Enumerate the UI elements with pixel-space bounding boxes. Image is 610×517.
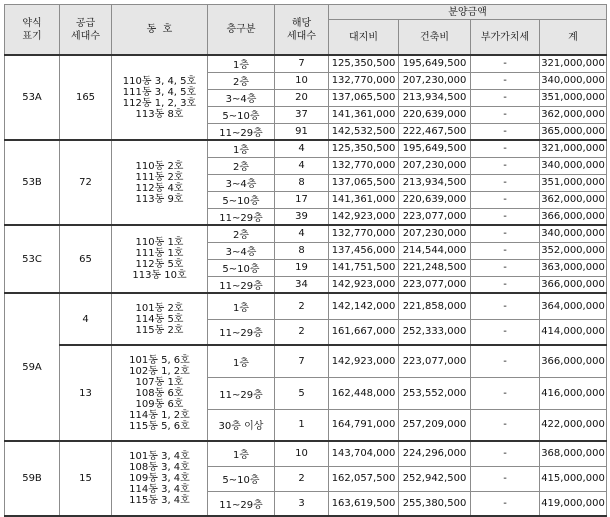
applicable-units-cell: 8 <box>275 174 329 191</box>
unit-line: 112동 1, 2, 3호 <box>122 97 197 109</box>
applicable-units-cell: 2 <box>275 466 329 491</box>
applicable-units-cell: 39 <box>275 208 329 225</box>
header-building-cost: 건축비 <box>399 20 471 56</box>
floor-group-cell: 3~4층 <box>208 242 275 259</box>
land-cost-cell: 132,770,000 <box>329 157 399 174</box>
building-cost-cell: 223,077,000 <box>399 276 471 293</box>
type-abbr-cell: 59B <box>5 441 60 516</box>
floor-group-cell: 11~29층 <box>208 123 275 140</box>
vat-cell: - <box>471 345 540 377</box>
total-cell: 366,000,000 <box>540 276 607 293</box>
unit-line: 110동 1호 <box>135 237 184 248</box>
floor-group-cell: 1층 <box>208 55 275 72</box>
applicable-units-cell: 2 <box>275 319 329 345</box>
vat-cell: - <box>471 319 540 345</box>
building-cost-cell: 220,639,000 <box>399 106 471 123</box>
table-body <box>5 55 607 516</box>
floor-group-cell: 1층 <box>208 293 275 319</box>
header-vat: 부가가치세 <box>471 20 540 56</box>
applicable-units-cell: 10 <box>275 72 329 89</box>
dong-ho-cell <box>112 293 208 345</box>
floor-group-cell: 11~29층 <box>208 319 275 345</box>
unit-line: 107동 1호 <box>135 376 184 388</box>
unit-line: 109동 3, 4호 <box>129 473 190 484</box>
vat-cell: - <box>471 409 540 441</box>
applicable-units-cell: 5 <box>275 377 329 409</box>
unit-line: 115동 3, 4호 <box>129 495 190 506</box>
type-abbr-cell: 53B <box>5 140 60 225</box>
table-header <box>5 5 607 56</box>
building-cost-cell: 207,230,000 <box>399 225 471 242</box>
total-cell: 362,000,000 <box>540 106 607 123</box>
dong-ho-cell <box>112 55 208 140</box>
unit-line: 101동 5, 6호 <box>129 354 190 366</box>
applicable-units-cell: 19 <box>275 259 329 276</box>
floor-group-cell: 1층 <box>208 441 275 466</box>
unit-line: 101동 3, 4호 <box>129 451 190 462</box>
total-cell: 340,000,000 <box>540 72 607 89</box>
unit-line: 114동 1, 2호 <box>129 409 190 421</box>
unit-line: 114동 5호 <box>135 313 184 325</box>
total-cell: 366,000,000 <box>540 345 607 377</box>
total-cell: 351,000,000 <box>540 89 607 106</box>
supply-units-cell: 72 <box>60 140 112 225</box>
dong-ho-cell <box>112 441 208 516</box>
building-cost-cell: 224,296,000 <box>399 441 471 466</box>
land-cost-cell: 143,704,000 <box>329 441 399 466</box>
applicable-units-cell: 4 <box>275 225 329 242</box>
unit-line: 114동 3, 4호 <box>129 484 190 495</box>
dong-ho-cell <box>112 140 208 225</box>
unit-line: 111동 3, 4, 5호 <box>122 86 197 98</box>
applicable-units-cell: 8 <box>275 242 329 259</box>
vat-cell: - <box>471 225 540 242</box>
unit-line: 115동 5, 6호 <box>129 420 190 432</box>
vat-cell: - <box>471 242 540 259</box>
land-cost-cell: 142,532,500 <box>329 123 399 140</box>
vat-cell: - <box>471 377 540 409</box>
total-cell: 419,000,000 <box>540 491 607 516</box>
vat-cell: - <box>471 55 540 72</box>
applicable-units-cell: 7 <box>275 55 329 72</box>
type-abbr-cell: 53C <box>5 225 60 293</box>
land-cost-cell: 132,770,000 <box>329 72 399 89</box>
applicable-units-cell: 34 <box>275 276 329 293</box>
sale-price-table <box>4 4 607 517</box>
price-table-container <box>4 4 606 517</box>
building-cost-cell: 252,942,500 <box>399 466 471 491</box>
header-applicable-units: 해당 세대수 <box>275 5 329 56</box>
unit-line: 110동 3, 4, 5호 <box>122 75 197 87</box>
total-cell: 340,000,000 <box>540 225 607 242</box>
unit-line: 110동 2호 <box>135 160 184 172</box>
building-cost-cell: 223,077,000 <box>399 208 471 225</box>
supply-units-cell: 15 <box>60 441 112 516</box>
building-cost-cell: 252,333,000 <box>399 319 471 345</box>
unit-line: 112동 5호 <box>135 259 184 270</box>
land-cost-cell: 142,923,000 <box>329 208 399 225</box>
land-cost-cell: 164,791,000 <box>329 409 399 441</box>
land-cost-cell: 125,350,500 <box>329 140 399 157</box>
total-cell: 362,000,000 <box>540 191 607 208</box>
header-dong-ho: 동 호 <box>112 5 208 56</box>
vat-cell: - <box>471 491 540 516</box>
header-type-abbr: 약식 표기 <box>5 5 60 56</box>
header-sale-amount: 분양금액 <box>329 5 607 20</box>
applicable-units-cell: 37 <box>275 106 329 123</box>
total-cell: 422,000,000 <box>540 409 607 441</box>
header-land-cost: 대지비 <box>329 20 399 56</box>
floor-group-cell: 2층 <box>208 72 275 89</box>
unit-line: 115동 2호 <box>135 324 184 336</box>
type-abbr-cell: 59A <box>5 293 60 441</box>
unit-line: 112동 4호 <box>135 182 184 194</box>
total-cell: 321,000,000 <box>540 55 607 72</box>
supply-units-cell: 65 <box>60 225 112 293</box>
unit-line: 113동 8호 <box>135 108 184 120</box>
land-cost-cell: 163,619,500 <box>329 491 399 516</box>
applicable-units-cell: 1 <box>275 409 329 441</box>
applicable-units-cell: 4 <box>275 157 329 174</box>
type-abbr-cell: 53A <box>5 55 60 140</box>
vat-cell: - <box>471 123 540 140</box>
total-cell: 340,000,000 <box>540 157 607 174</box>
header-floor-group: 층구분 <box>208 5 275 56</box>
building-cost-cell: 222,467,500 <box>399 123 471 140</box>
vat-cell: - <box>471 441 540 466</box>
floor-group-cell: 11~29층 <box>208 276 275 293</box>
supply-units-cell: 13 <box>60 345 112 441</box>
building-cost-cell: 223,077,000 <box>399 345 471 377</box>
vat-cell: - <box>471 276 540 293</box>
unit-line: 111동 2호 <box>135 171 184 183</box>
land-cost-cell: 141,361,000 <box>329 191 399 208</box>
unit-line: 101동 2호 <box>135 302 184 314</box>
land-cost-cell: 132,770,000 <box>329 225 399 242</box>
land-cost-cell: 137,456,000 <box>329 242 399 259</box>
applicable-units-cell: 4 <box>275 140 329 157</box>
building-cost-cell: 221,858,000 <box>399 293 471 319</box>
vat-cell: - <box>471 208 540 225</box>
vat-cell: - <box>471 191 540 208</box>
table-row <box>5 55 607 72</box>
table-row <box>5 293 607 319</box>
land-cost-cell: 141,751,500 <box>329 259 399 276</box>
total-cell: 363,000,000 <box>540 259 607 276</box>
table-row <box>5 441 607 466</box>
unit-line: 108동 3, 4호 <box>129 462 190 473</box>
header-supply-units: 공급 세대수 <box>60 5 112 56</box>
floor-group-cell: 5~10층 <box>208 191 275 208</box>
applicable-units-cell: 7 <box>275 345 329 377</box>
supply-units-cell: 4 <box>60 293 112 345</box>
vat-cell: - <box>471 466 540 491</box>
total-cell: 416,000,000 <box>540 377 607 409</box>
unit-line: 102동 1, 2호 <box>129 365 190 377</box>
dong-ho-cell <box>112 225 208 293</box>
total-cell: 352,000,000 <box>540 242 607 259</box>
building-cost-cell: 213,934,500 <box>399 89 471 106</box>
total-cell: 351,000,000 <box>540 174 607 191</box>
building-cost-cell: 195,649,500 <box>399 55 471 72</box>
total-cell: 368,000,000 <box>540 441 607 466</box>
land-cost-cell: 137,065,500 <box>329 89 399 106</box>
total-cell: 321,000,000 <box>540 140 607 157</box>
header-total: 계 <box>540 20 607 56</box>
table-row <box>5 225 607 242</box>
land-cost-cell: 142,923,000 <box>329 276 399 293</box>
floor-group-cell: 11~29층 <box>208 491 275 516</box>
total-cell: 365,000,000 <box>540 123 607 140</box>
floor-group-cell: 30층 이상 <box>208 409 275 441</box>
unit-line: 109동 6호 <box>135 398 184 410</box>
unit-line: 113동 10호 <box>132 270 187 281</box>
building-cost-cell: 207,230,000 <box>399 72 471 89</box>
land-cost-cell: 161,667,000 <box>329 319 399 345</box>
applicable-units-cell: 2 <box>275 293 329 319</box>
floor-group-cell: 11~29층 <box>208 208 275 225</box>
vat-cell: - <box>471 72 540 89</box>
vat-cell: - <box>471 106 540 123</box>
building-cost-cell: 255,380,500 <box>399 491 471 516</box>
total-cell: 366,000,000 <box>540 208 607 225</box>
vat-cell: - <box>471 140 540 157</box>
vat-cell: - <box>471 89 540 106</box>
land-cost-cell: 141,361,000 <box>329 106 399 123</box>
floor-group-cell: 3~4층 <box>208 89 275 106</box>
applicable-units-cell: 20 <box>275 89 329 106</box>
applicable-units-cell: 3 <box>275 491 329 516</box>
land-cost-cell: 137,065,500 <box>329 174 399 191</box>
applicable-units-cell: 17 <box>275 191 329 208</box>
vat-cell: - <box>471 174 540 191</box>
land-cost-cell: 162,448,000 <box>329 377 399 409</box>
land-cost-cell: 142,142,000 <box>329 293 399 319</box>
dong-ho-cell <box>112 345 208 441</box>
building-cost-cell: 213,934,500 <box>399 174 471 191</box>
total-cell: 414,000,000 <box>540 319 607 345</box>
building-cost-cell: 253,552,000 <box>399 377 471 409</box>
vat-cell: - <box>471 259 540 276</box>
building-cost-cell: 207,230,000 <box>399 157 471 174</box>
table-row <box>5 345 607 377</box>
supply-units-cell: 165 <box>60 55 112 140</box>
unit-line: 111동 1호 <box>135 248 184 259</box>
vat-cell: - <box>471 157 540 174</box>
applicable-units-cell: 10 <box>275 441 329 466</box>
floor-group-cell: 5~10층 <box>208 466 275 491</box>
vat-cell: - <box>471 293 540 319</box>
floor-group-cell: 3~4층 <box>208 174 275 191</box>
applicable-units-cell: 91 <box>275 123 329 140</box>
land-cost-cell: 142,923,000 <box>329 345 399 377</box>
building-cost-cell: 221,248,500 <box>399 259 471 276</box>
floor-group-cell: 2층 <box>208 157 275 174</box>
land-cost-cell: 125,350,500 <box>329 55 399 72</box>
building-cost-cell: 220,639,000 <box>399 191 471 208</box>
floor-group-cell: 11~29층 <box>208 377 275 409</box>
floor-group-cell: 5~10층 <box>208 106 275 123</box>
table-row <box>5 140 607 157</box>
floor-group-cell: 1층 <box>208 140 275 157</box>
total-cell: 364,000,000 <box>540 293 607 319</box>
floor-group-cell: 1층 <box>208 345 275 377</box>
unit-line: 113동 9호 <box>135 193 184 205</box>
total-cell: 415,000,000 <box>540 466 607 491</box>
land-cost-cell: 162,057,500 <box>329 466 399 491</box>
building-cost-cell: 195,649,500 <box>399 140 471 157</box>
floor-group-cell: 5~10층 <box>208 259 275 276</box>
unit-line: 108동 6호 <box>135 387 184 399</box>
building-cost-cell: 257,209,000 <box>399 409 471 441</box>
floor-group-cell: 2층 <box>208 225 275 242</box>
building-cost-cell: 214,544,000 <box>399 242 471 259</box>
